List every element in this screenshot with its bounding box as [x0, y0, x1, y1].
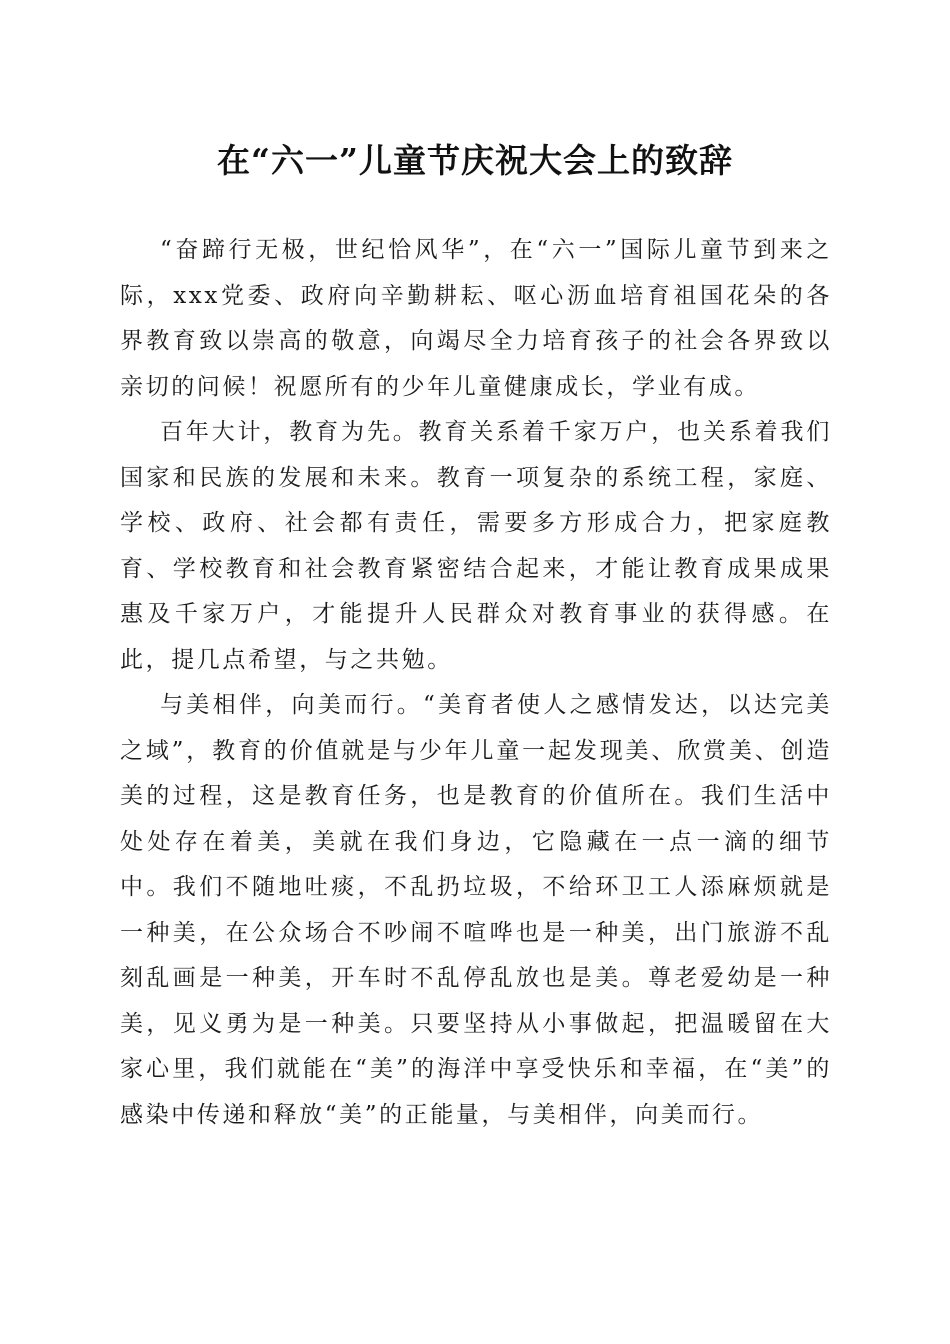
- paragraph: 与美相伴，向美而行。“美育者使人之感情发达，以达完美之域”，教育的价值就是与少年儿童一起发现美、欣赏美、创造美的过程，这是教育任务，也是教育的价值所在。我们生活中处处存在着美，美就在我们身边，它隐藏在一点一滴的细节中。我们不随地吐痰，不乱扔垃圾，不给环卫工人添麻烦就是一种美，在公众场合不吵闹不喧哗也是一种美，出门旅游不乱刻乱画是一种美，开车时不乱停乱放也是美。尊老爱幼是一种美，见义勇为是一种美。只要坚持从小事做起，把温暖留在大家心里，我们就能在“美”的海洋中享受快乐和幸福，在“美”的感染中传递和释放“美”的正能量，与美相伴，向美而行。: [120, 692, 832, 1128]
- document-body: [120, 228, 832, 1138]
- page-title: 在“六一”儿童节庆祝大会上的致辞: [217, 141, 733, 180]
- paragraph: 百年大计，教育为先。教育关系着千家万户，也关系着我们国家和民族的发展和未来。教育一项复杂的系统工程，家庭、学校、政府、社会都有责任，需要多方形成合力，把家庭教育、学校教育和社会教育紧密结合起来，才能让教育成果成果惠及千家万户，才能提升人民群众对教育事业的获得感。在此，提几点希望，与之共勉。: [120, 419, 832, 673]
- paragraph: “奋蹄行无极，世纪恰风华”，在“六一”国际儿童节到来之际，xxx党委、政府向辛勤耕耘、呕心沥血培育祖国花朵的各界教育致以崇高的敬意，向竭尽全力培育孩子的社会各界致以亲切的问候！祝愿所有的少年儿童健康成长，学业有成。: [120, 237, 832, 400]
